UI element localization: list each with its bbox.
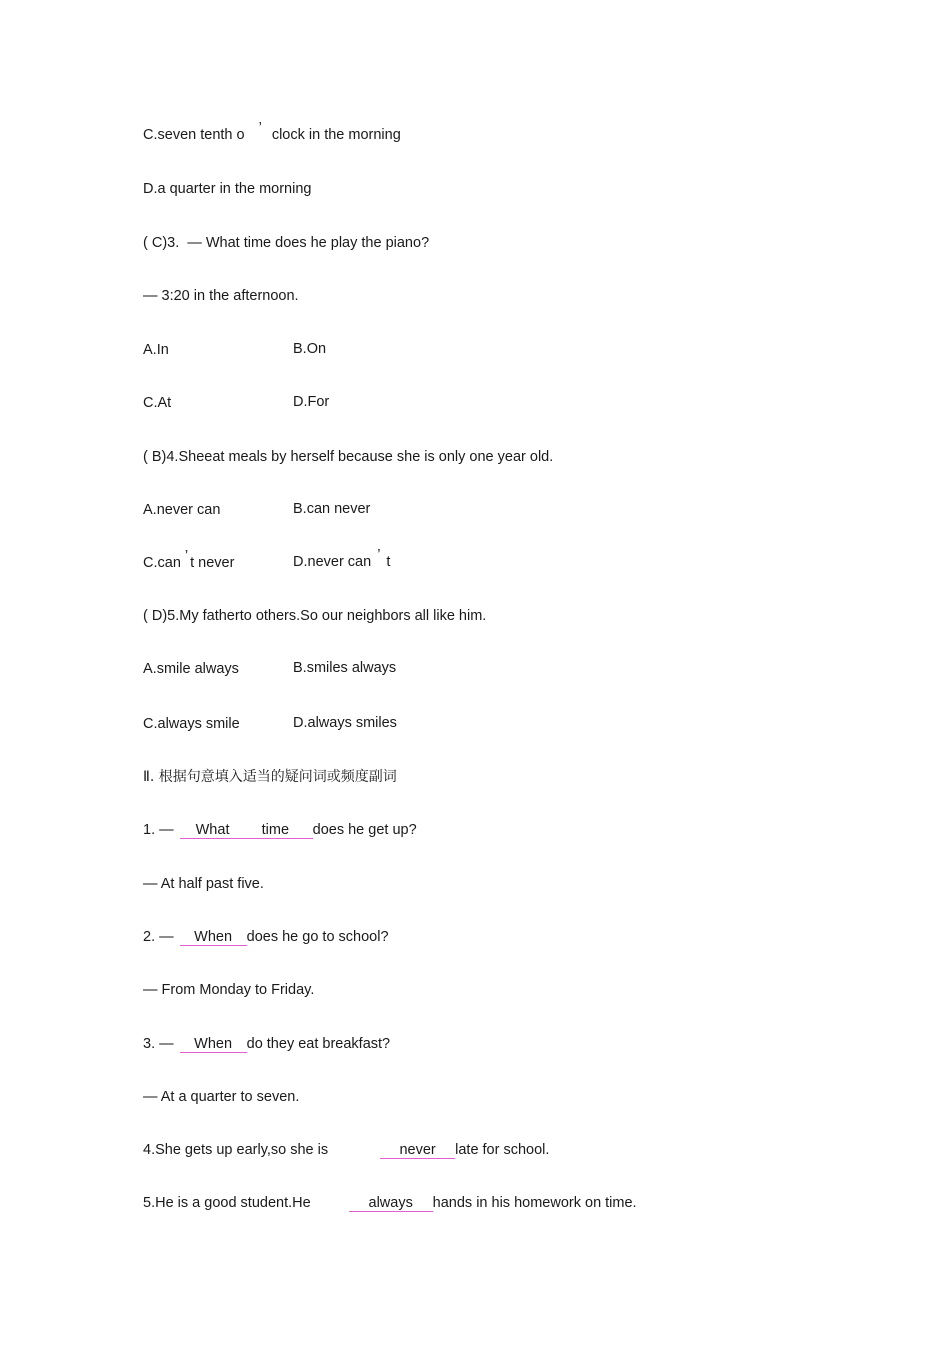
question-3: ( C)3. — What time does he play the piano? xyxy=(143,235,430,251)
q3-option-d: D.For xyxy=(293,394,330,410)
answer-blank: What time xyxy=(180,822,313,839)
fill-item-1-reply: — At half past five. xyxy=(143,876,264,892)
answer-blank: never xyxy=(380,1142,455,1159)
question-4: ( B)4.Sheeat meals by herself because she is only one year old. xyxy=(143,449,554,465)
answer-blank: always xyxy=(349,1195,433,1212)
q4-option-a: A.never can xyxy=(143,502,221,518)
option-c-q2: C.seven tenth o ’ clock in the morning xyxy=(143,120,401,143)
q3-options-row1: A.In xyxy=(143,342,169,358)
question-3-reply: — 3:20 in the afternoon. xyxy=(143,288,299,304)
question-5: ( D)5.My fatherto others.So our neighbors all like him. xyxy=(143,608,487,624)
answer-mark: ( B) xyxy=(143,449,167,465)
fill-item-2: 2. — When does he go to school? xyxy=(143,929,389,945)
q3-option-b: B.On xyxy=(293,341,327,357)
q4-option-d: D.never can ’ t xyxy=(293,547,391,570)
fill-item-1: 1. — What time does he get up? xyxy=(143,822,417,838)
option-d-q2: D.a quarter in the morning xyxy=(143,181,312,197)
q5-option-c: C.always smile xyxy=(143,716,240,732)
answer-blank: When xyxy=(180,1036,247,1053)
fill-item-4: 4.She gets up early,so she is never late for school. xyxy=(143,1142,550,1158)
section-2-heading: Ⅱ. 根据句意填入适当的疑问词或频度副词 xyxy=(143,769,397,785)
q5-option-a: A.smile always xyxy=(143,661,239,677)
fill-item-3-reply: — At a quarter to seven. xyxy=(143,1089,300,1105)
q3-options-row2: C.At xyxy=(143,395,172,411)
fill-item-5: 5.He is a good student.He always hands in his homework on time. xyxy=(143,1195,637,1211)
answer-mark: ( C) xyxy=(143,235,168,251)
answer-blank: When xyxy=(180,929,247,946)
fill-item-3: 3. — When do they eat breakfast? xyxy=(143,1036,391,1052)
fill-item-2-reply: — From Monday to Friday. xyxy=(143,982,315,998)
answer-mark: ( D) xyxy=(143,608,168,624)
q4-option-b: B.can never xyxy=(293,501,371,517)
q5-option-b: B.smiles always xyxy=(293,660,397,676)
q5-option-d: D.always smiles xyxy=(293,715,397,731)
q4-option-c: C.can ’ t never xyxy=(143,548,235,571)
